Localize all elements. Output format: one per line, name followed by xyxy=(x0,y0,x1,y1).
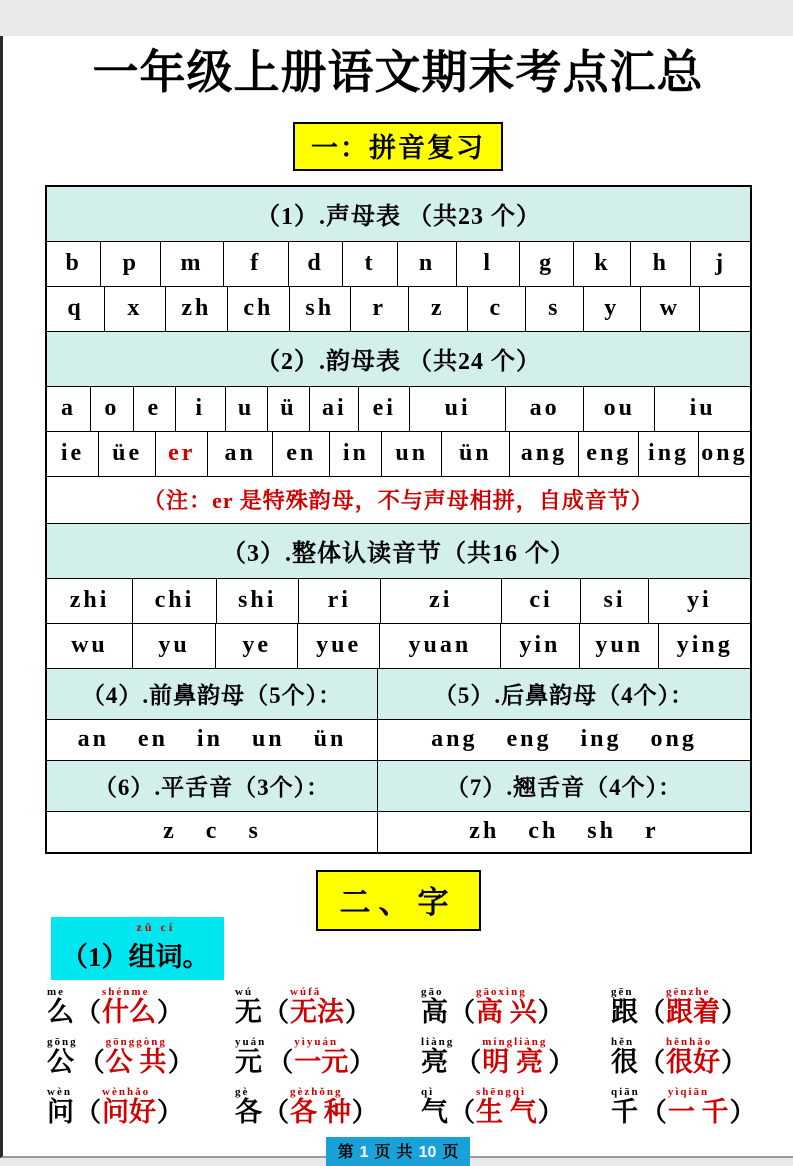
word-list xyxy=(47,984,763,1127)
table-cell: l xyxy=(456,242,518,286)
table-cell: yu xyxy=(132,624,215,668)
word-chars: 无法 xyxy=(290,997,345,1027)
label-number: （1） xyxy=(61,942,129,972)
word-entry xyxy=(235,984,421,1027)
word-chars: 高 兴 xyxy=(476,997,537,1027)
table-cell-empty xyxy=(699,287,750,331)
word-entry xyxy=(421,1034,611,1077)
paren-open: （ xyxy=(75,1097,102,1127)
head-char: 高 xyxy=(421,997,448,1027)
word-pinyin: shénme xyxy=(102,986,150,998)
table-cell: d xyxy=(288,242,342,286)
paren-close: ） xyxy=(721,1047,748,1077)
paren-close: ） xyxy=(157,997,184,1027)
table-cell: c xyxy=(467,287,525,331)
finals-row-2 xyxy=(47,431,750,476)
table-cell: a xyxy=(60,395,76,421)
table-cell: ye xyxy=(215,624,297,668)
paren-open: （ xyxy=(449,1097,476,1127)
table-cell: ei xyxy=(358,387,409,431)
table-cell: yun xyxy=(579,624,658,668)
table-cell: zh xyxy=(165,287,227,331)
head-char: 亮 xyxy=(421,1047,448,1078)
label-text: 组词。 xyxy=(128,942,210,972)
paren-open: （ xyxy=(639,1047,666,1077)
table-cell: chi xyxy=(132,579,216,623)
paren-open: （ xyxy=(263,997,290,1027)
table-cell: g xyxy=(519,242,573,286)
head-pinyin: gāo xyxy=(421,986,444,998)
table-cell: eng xyxy=(578,432,638,476)
table-cell: o xyxy=(90,387,133,431)
curled-tongue-header: （7）.翘舌音（4个）： xyxy=(377,761,750,811)
word-chars: 生 气 xyxy=(476,1097,537,1128)
word-pinyin: gāoxìng xyxy=(476,986,527,998)
paren-close: ） xyxy=(157,1097,184,1127)
table-cell: ou xyxy=(583,387,654,431)
table-cell: r xyxy=(350,287,408,331)
back-nasal-header: （5）.后鼻韵母（4个）： xyxy=(377,669,750,719)
paren-close: ） xyxy=(349,1047,376,1077)
paren-close: ） xyxy=(345,997,372,1027)
tongue-values-row xyxy=(47,811,750,852)
word-pinyin: wènhǎo xyxy=(102,1086,151,1099)
initials-row-2 xyxy=(47,286,750,331)
head-char: 元 xyxy=(235,1047,262,1078)
word-entry xyxy=(47,1084,235,1127)
table-cell: s xyxy=(525,287,583,331)
table-cell: p xyxy=(100,242,160,286)
table-cell: un xyxy=(381,432,441,476)
paren-open: （ xyxy=(267,1047,294,1077)
table-cell: si xyxy=(580,579,647,623)
table-cell: t xyxy=(342,242,396,286)
table-cell: ing xyxy=(638,432,698,476)
table-cell: wu xyxy=(71,632,108,658)
head-pinyin: wèn xyxy=(47,1086,72,1099)
footer-text: 页 xyxy=(442,1144,459,1162)
table-cell: n xyxy=(397,242,457,286)
front-nasal-values: an en in un ün xyxy=(77,726,347,752)
word-entry xyxy=(611,1034,763,1077)
table-cell: k xyxy=(573,242,630,286)
table-cell: i xyxy=(175,387,225,431)
table-cell: h xyxy=(630,242,690,286)
table-cell: shi xyxy=(216,579,298,623)
table-cell: ui xyxy=(409,387,505,431)
table-cell: üe xyxy=(98,432,155,476)
table-cell-special-er: er xyxy=(155,432,207,476)
table-cell: yue xyxy=(297,624,379,668)
head-pinyin: qì xyxy=(421,1086,435,1099)
table-cell: an xyxy=(207,432,272,476)
table-cell: m xyxy=(160,242,222,286)
word-chars: 什么 xyxy=(102,997,157,1027)
table-cell: ch xyxy=(227,287,289,331)
whole-syllables-row-2 xyxy=(47,623,750,668)
back-nasal-values: ang eng ing ong xyxy=(377,720,750,760)
table-cell: f xyxy=(223,242,288,286)
initials-header: （1）.声母表 （共23 个） xyxy=(47,187,750,241)
front-nasal-header: （4）.前鼻韵母（5个）： xyxy=(47,669,377,719)
head-char: 么 xyxy=(47,997,74,1027)
table-cell: q xyxy=(67,295,84,321)
word-entry xyxy=(611,1084,763,1127)
word-chars: 问好 xyxy=(102,1097,157,1128)
table-cell: ün xyxy=(441,432,508,476)
word-entry xyxy=(47,984,235,1027)
table-cell: ao xyxy=(505,387,583,431)
table-cell: ü xyxy=(267,387,310,431)
head-char: 千 xyxy=(611,1097,638,1128)
word-pinyin: míngliàng xyxy=(482,1036,548,1049)
word-pinyin: shēngqì xyxy=(476,1086,527,1099)
pinyin-table xyxy=(45,185,752,854)
head-char: 气 xyxy=(421,1097,448,1128)
table-cell: j xyxy=(690,242,750,286)
table-cell: ying xyxy=(658,624,750,668)
head-pinyin: gēn xyxy=(611,986,634,998)
head-pinyin: liàng xyxy=(421,1036,455,1049)
table-cell: b xyxy=(65,250,82,276)
er-note: （注：er 是特殊韵母，不与声母相拼，自成音节） xyxy=(47,476,750,523)
table-cell: in xyxy=(329,432,381,476)
word-chars: 公 共 xyxy=(105,1047,167,1078)
table-cell: iu xyxy=(654,387,750,431)
flat-tongue-header: （6）.平舌音（3个）： xyxy=(47,761,377,811)
paren-close: ） xyxy=(351,1097,378,1127)
word-pinyin: yìqiān xyxy=(667,1086,710,1099)
document-page xyxy=(0,36,793,1162)
head-char: 跟 xyxy=(611,997,638,1027)
table-cell: e xyxy=(133,387,175,431)
paren-close: ） xyxy=(548,1047,575,1077)
paren-close: ） xyxy=(537,997,564,1027)
whole-syllables-header: （3）.整体认读音节（共16 个） xyxy=(47,523,750,578)
footer-text: 第 xyxy=(337,1144,354,1162)
word-pinyin: gèzhǒng xyxy=(290,1086,343,1099)
whole-syllables-row-1 xyxy=(47,578,750,623)
head-char: 各 xyxy=(235,1097,262,1128)
table-cell: yuan xyxy=(379,624,500,668)
table-cell: ai xyxy=(309,387,358,431)
finals-header: （2）.韵母表 （共24 个） xyxy=(47,331,750,386)
table-cell: ong xyxy=(698,432,750,476)
footer-page-number: 1 xyxy=(359,1144,369,1162)
table-cell: ang xyxy=(509,432,579,476)
head-char: 公 xyxy=(47,1047,74,1078)
table-cell: ie xyxy=(60,440,85,466)
head-pinyin: qiān xyxy=(611,1086,640,1099)
nasal-values-row xyxy=(47,719,750,760)
paren-close: ） xyxy=(537,1097,564,1127)
table-cell: yin xyxy=(500,624,579,668)
word-entry xyxy=(235,1084,421,1127)
paren-close: ） xyxy=(729,1097,756,1127)
word-entry xyxy=(235,1034,421,1077)
head-pinyin: me xyxy=(47,986,66,998)
table-cell: zhi xyxy=(69,587,110,613)
table-cell: z xyxy=(408,287,467,331)
footer-total-pages: 10 xyxy=(418,1144,437,1162)
paren-open: （ xyxy=(263,1097,290,1127)
paren-open: （ xyxy=(455,1047,482,1077)
paren-open: （ xyxy=(639,997,666,1027)
word-pinyin: wúfǎ xyxy=(290,986,322,998)
table-cell: sh xyxy=(289,287,350,331)
word-entry xyxy=(47,1034,235,1077)
head-pinyin: wú xyxy=(235,986,254,998)
table-cell: yi xyxy=(648,579,750,623)
flat-tongue-values: z c s xyxy=(163,818,261,844)
word-entry xyxy=(421,1084,611,1127)
word-pinyin: gōnggòng xyxy=(105,1036,167,1049)
paren-open: （ xyxy=(78,1047,105,1077)
footer-text: 页 xyxy=(374,1144,391,1162)
word-entry xyxy=(611,984,763,1027)
page-number-footer xyxy=(326,1137,471,1166)
finals-row-1 xyxy=(47,386,750,431)
table-cell: ci xyxy=(501,579,581,623)
section-badge-characters: 二、字 xyxy=(316,870,481,931)
table-cell: y xyxy=(583,287,640,331)
head-char: 无 xyxy=(235,997,262,1027)
word-pinyin: yìyuán xyxy=(294,1036,339,1049)
footer-text: 共 xyxy=(396,1144,413,1162)
paren-open: （ xyxy=(640,1097,667,1127)
word-chars: 明 亮 xyxy=(482,1047,543,1078)
section-badge-pinyin-review: 一：拼音复习 xyxy=(293,122,503,171)
word-building-label xyxy=(51,917,224,980)
word-chars: 很好 xyxy=(666,1047,721,1078)
paren-open: （ xyxy=(75,997,102,1027)
page-title: 一年级上册语文期末考点汇总 xyxy=(92,47,704,98)
label-pinyin: zǔ cí xyxy=(136,920,176,934)
initials-row-1 xyxy=(47,241,750,286)
table-cell: x xyxy=(104,287,165,331)
table-cell: w xyxy=(640,287,699,331)
nasal-headers-row xyxy=(47,668,750,719)
word-chars: 各 种 xyxy=(290,1097,351,1128)
head-pinyin: yuán xyxy=(235,1036,267,1049)
word-chars: 一 千 xyxy=(667,1097,729,1128)
table-cell: u xyxy=(225,387,267,431)
curled-tongue-values: zh ch sh r xyxy=(377,812,750,852)
head-pinyin: gè xyxy=(235,1086,250,1099)
paren-close: ） xyxy=(167,1047,194,1077)
head-char: 问 xyxy=(47,1097,74,1128)
head-pinyin: gōng xyxy=(47,1036,78,1049)
paren-open: （ xyxy=(449,997,476,1027)
paren-close: ） xyxy=(721,997,748,1027)
head-pinyin: hěn xyxy=(611,1036,635,1049)
word-chars: 跟着 xyxy=(666,997,721,1027)
word-entry xyxy=(421,984,611,1027)
word-pinyin: hěnhǎo xyxy=(666,1036,713,1049)
table-cell: en xyxy=(272,432,329,476)
tongue-headers-row xyxy=(47,760,750,811)
word-chars: 一元 xyxy=(294,1047,349,1078)
table-cell: zi xyxy=(380,579,501,623)
word-pinyin: gēnzhe xyxy=(666,986,711,998)
head-char: 很 xyxy=(611,1047,638,1078)
table-cell: ri xyxy=(298,579,380,623)
